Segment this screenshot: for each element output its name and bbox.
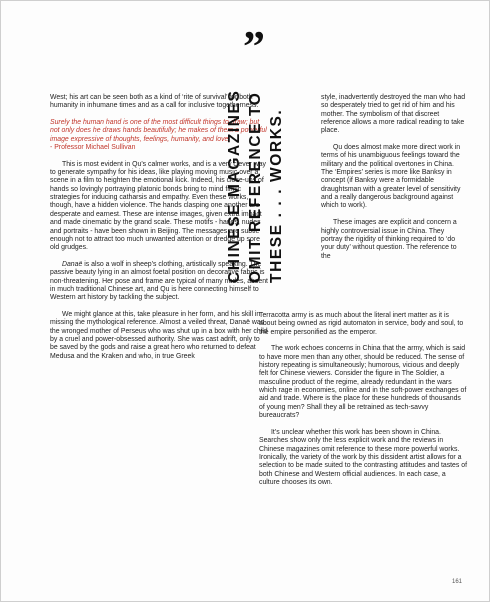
paragraph: We might glance at this, take pleasure in her form, and his skill in missing the mythological reference. Almost a veiled threat, Danaë was the wronged mother of Perseus who was shut up in a box with her child by a cruel and power-obsessed authority. She was cast adrift, only to be saved by the gods and raise a great hero who returned to defeat Medusa and the Kraken and who, in true Greek	[50, 310, 268, 360]
quotation-mark-icon: ”	[243, 22, 265, 71]
paragraph-text: is also a wolf in sheep’s clothing, artistically speaking. The passive beauty lying in an almost foetal position on decorative fabric is non-threatening. Her pose and frame are typical of many nudes, absent in much traditional Chinese art, and Qu is here connecting himself to Western art history by tackling the subject.	[50, 260, 268, 302]
paragraph: style, inadvertently destroyed the man who had so desperately tried to get rid of him and his mother. The symbolism of that discreet reference allows a more radical reading to take place.	[321, 94, 466, 135]
paragraph: It’s unclear whether this work has been shown in China. Searches show only the less explicit work and the reviews in Chinese magazines omit reference to these more powerful works. Ironically, the variety of the work by this dissident artist allows for a selection to be made suited to the contrasting attitudes and tastes of both Chinese and Western official audiences. In each case, a culture chooses its own.	[259, 428, 467, 486]
right-column-top	[321, 94, 467, 261]
pull-quote-text: Surely the human hand is one of the most difficult things to draw; but not only does he draws hands beautifully; he makes of them a powerful image expressive of thoughts, feelings, humanity, and love.	[50, 119, 267, 143]
paragraph: Qu does almost make more direct work in terms of his unambiguous feelings toward the military and the political overtones in China. The ‘Empires’ series is more like Banksy in concept (if Banksy were a formidable draughtsman with a greater level of sensitivity and a really dangerous background against which to work).	[321, 144, 461, 210]
paragraph: Terracotta army is as much about the literal inert matter as it is about being owned as rigid automaton in service, body and soul, to the empire personified as the emperor.	[259, 312, 464, 336]
page-number: 161	[452, 579, 463, 585]
right-column-bottom	[259, 312, 467, 487]
headline-line: CHINESE MAGAZINES	[226, 89, 243, 283]
quote-attribution: - Professor Michael Sullivan	[50, 144, 136, 152]
paragraph: This is most evident in Qu’s calmer works, and is a very clever way to generate sympathy for his ideas, like playing moving music over a scene in a film to heighten the emotional kick. Indeed, his close-ups of hands so lovingly portraying platonic bonds bring to mind filmic strategies for inducing catharsis and empathy. Even these works, though, have a hidden violence. The hands clasping one another are desperate and earnest. These are intense images, given extra impact and made cinematic by the grand scale. These motifs - hands, nudes and portraits - have been shown in Beijing. The messages are subtle enough not to attract too much unwanted attention or dredge up sore old grudges.	[50, 160, 266, 252]
headline-line: THESE . . . WORKS.	[268, 108, 285, 283]
paragraph: The work echoes concerns in China that the army, which is said to have more men than any other, should be reduced. The sense of history repeating is simultaneously; humorous, vicious and deeply felt for Chinese viewers. Consider the figure in The Soldier, a masculine product of the regime, already redundant in the wars which rage in economies, online and in the soft-power exchanges of aid and trade. Where is the place for these hundreds of thousands of young men? Shall they all be retrained as tech-savvy bureaucrats?	[259, 345, 467, 420]
artwork-title: Danaë	[62, 260, 83, 268]
paragraph: West; his art can be seen both as a kind of ‘rite of survival’ for both humanity in inhumane times and as a call for inclusive togetherness.	[50, 94, 259, 110]
paragraph: These images are explicit and concern a highly controversial issue in China. They portray the rigidity of thinking required to ‘do your duty’ without question. The reference to the	[321, 219, 457, 260]
headline-line: OMIT REFERENCE TO	[247, 91, 264, 283]
vertical-headline	[224, 89, 304, 283]
